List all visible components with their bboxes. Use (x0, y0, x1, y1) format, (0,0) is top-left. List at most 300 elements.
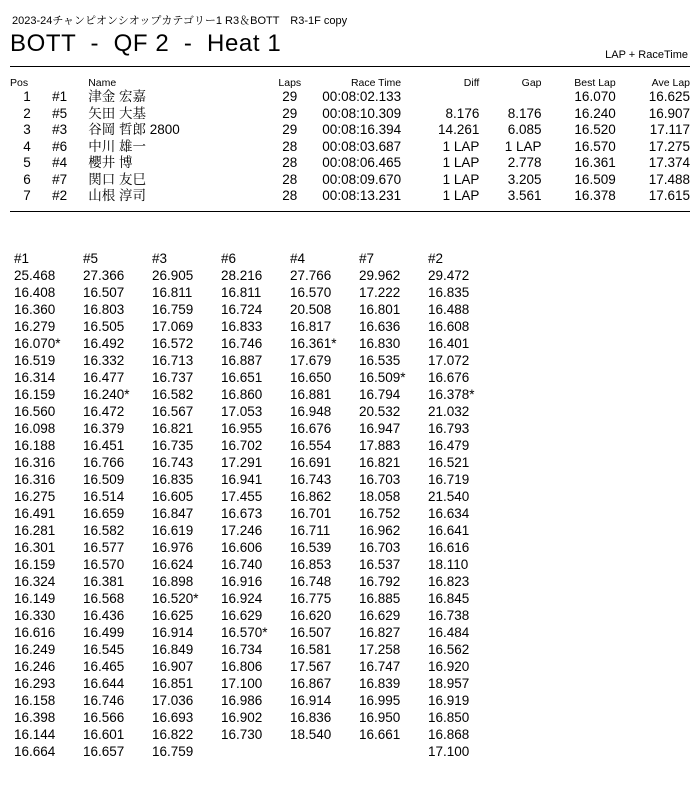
lap-time: 17.455 (221, 489, 263, 504)
header-name: Name (88, 76, 117, 89)
lap-time: 29.962 (359, 268, 401, 283)
lap-time: 16.792 (359, 574, 401, 589)
table-row (10, 188, 690, 205)
lap-time: 16.465 (83, 659, 125, 674)
result-gap: 3.561 (507, 188, 542, 204)
lap-time: 16.275 (14, 489, 56, 504)
lap-time: 16.545 (83, 642, 125, 657)
lap-column-header: #1 (14, 251, 30, 266)
result-best-lap: 16.240 (574, 105, 616, 121)
result-gap: 3.205 (507, 171, 542, 187)
lap-time: 16.868 (428, 727, 470, 742)
result-gap: 6.085 (507, 122, 542, 138)
results-header-row (10, 76, 690, 89)
result-diff: 8.176 (445, 105, 480, 121)
lap-column-header: #6 (221, 251, 237, 266)
lap-time: 16.986 (221, 693, 263, 708)
lap-time: 16.914 (152, 625, 194, 640)
result-laps: 29 (282, 89, 298, 105)
lap-time: 16.898 (152, 574, 194, 589)
lap-time: 16.948 (290, 404, 332, 419)
lap-time: 16.845 (428, 591, 470, 606)
table-row (10, 172, 690, 189)
lap-time: 16.713 (152, 353, 194, 368)
result-gap: 8.176 (507, 105, 542, 121)
result-diff: 1 LAP (442, 155, 480, 171)
result-diff: 14.261 (438, 122, 480, 138)
lap-time: 16.822 (152, 727, 194, 742)
lap-time: 16.324 (14, 574, 56, 589)
lap-time: 17.679 (290, 353, 332, 368)
result-ave-lap: 17.615 (648, 188, 690, 204)
lap-time: 16.867 (290, 676, 332, 691)
lap-time: 16.850 (428, 710, 470, 725)
lap-column-header: #7 (359, 251, 375, 266)
lap-time: 16.735 (152, 438, 194, 453)
lap-time: 17.222 (359, 285, 401, 300)
table-row (10, 155, 690, 172)
lap-time: 16.817 (290, 319, 332, 334)
lap-time: 16.507 (290, 625, 332, 640)
lap-time: 16.316 (14, 455, 56, 470)
lap-time: 16.644 (83, 676, 125, 691)
result-ave-lap: 16.907 (648, 105, 690, 121)
lap-column (428, 250, 498, 760)
lap-time: 16.746 (221, 336, 263, 351)
lap-time: 16.360 (14, 302, 56, 317)
result-race-time: 00:08:06.465 (322, 155, 402, 171)
result-name: 山根 淳司 (88, 188, 146, 204)
lap-time: 16.847 (152, 506, 194, 521)
lap-time: 25.468 (14, 268, 56, 283)
result-best-lap: 16.361 (574, 155, 616, 171)
lap-time: 16.361* (290, 336, 337, 351)
result-ave-lap: 17.488 (648, 171, 690, 187)
lap-column (83, 250, 153, 760)
result-laps: 28 (282, 171, 298, 187)
lap-time: 16.608 (428, 319, 470, 334)
lap-column (14, 250, 84, 760)
lap-time: 16.711 (290, 523, 331, 538)
lap-time: 16.507 (83, 285, 125, 300)
table-row (10, 89, 690, 106)
lap-time: 16.775 (290, 591, 332, 606)
lap-time: 18.540 (290, 727, 332, 742)
lap-time: 16.581 (290, 642, 332, 657)
lap-time: 16.634 (428, 506, 470, 521)
lap-time: 16.566 (83, 710, 125, 725)
result-ave-lap: 16.625 (648, 89, 690, 105)
lap-time: 16.436 (83, 608, 125, 623)
lap-time: 16.703 (359, 472, 401, 487)
lap-time: 16.332 (83, 353, 125, 368)
lap-time: 16.976 (152, 540, 194, 555)
result-name: 矢田 大基 (88, 105, 146, 121)
result-diff: 1 LAP (442, 188, 480, 204)
lap-time: 16.659 (83, 506, 125, 521)
result-race-time: 00:08:03.687 (322, 138, 402, 154)
result-diff: 1 LAP (442, 171, 480, 187)
lap-time: 16.539 (290, 540, 332, 555)
lap-time: 16.836 (290, 710, 332, 725)
result-gap (479, 89, 541, 106)
lap-time: 16.293 (14, 676, 56, 691)
table-row (10, 106, 690, 123)
result-race-time: 00:08:16.394 (322, 122, 402, 138)
result-name: 中川 雄一 (88, 138, 146, 154)
lap-time: 16.144 (14, 727, 56, 742)
lap-time: 16.794 (359, 387, 401, 402)
lap-time: 16.839 (359, 676, 401, 691)
lap-time: 16.572 (152, 336, 194, 351)
lap-time: 26.905 (152, 268, 194, 283)
result-number: #4 (52, 155, 68, 171)
lap-time: 16.629 (221, 608, 263, 623)
lap-time: 16.098 (14, 421, 56, 436)
lap-time: 16.605 (152, 489, 194, 504)
lap-time: 17.100 (428, 744, 470, 759)
lap-time: 16.582 (83, 523, 125, 538)
lap-time: 16.719 (428, 472, 470, 487)
lap-time: 17.069 (152, 319, 194, 334)
result-gap: 2.778 (507, 155, 542, 171)
lap-time: 16.907 (152, 659, 194, 674)
result-name: 櫻井 博 (88, 155, 133, 171)
page-title: BOTT - QF 2 - Heat 1 (10, 30, 282, 57)
result-pos: 7 (23, 188, 31, 204)
lap-time: 16.149 (14, 591, 56, 606)
lap-time: 28.216 (221, 268, 263, 283)
event-name: 2023-24チャンピオンシオップカテゴリー1 R3＆BOTT R3-1F copy (12, 15, 348, 27)
result-diff (401, 89, 479, 106)
result-laps: 29 (282, 122, 298, 138)
result-laps: 28 (282, 138, 298, 154)
lap-time: 16.641 (428, 523, 470, 538)
lap-time: 17.246 (221, 523, 263, 538)
lap-time: 16.509* (359, 370, 406, 385)
lap-time: 16.624 (152, 557, 194, 572)
result-laps: 28 (282, 155, 298, 171)
lap-time: 16.801 (359, 302, 401, 317)
lap-time: 17.258 (359, 642, 401, 657)
lap-time: 16.570 (83, 557, 125, 572)
lap-time: 16.734 (221, 642, 263, 657)
lap-time: 16.249 (14, 642, 56, 657)
lap-time: 16.947 (359, 421, 401, 436)
lap-time: 17.567 (290, 659, 332, 674)
result-ave-lap: 17.117 (649, 122, 690, 138)
result-race-time: 00:08:10.309 (322, 105, 402, 121)
result-number: #1 (52, 89, 68, 105)
header-gap: Gap (521, 76, 542, 89)
lap-time: 16.920 (428, 659, 470, 674)
lap-time: 16.381 (83, 574, 125, 589)
results-table (10, 76, 690, 205)
lap-time: 21.540 (428, 489, 470, 504)
lap-time: 16.488 (428, 302, 470, 317)
lap-time: 16.401 (428, 336, 470, 351)
lap-time: 16.835 (152, 472, 194, 487)
lap-time: 16.314 (14, 370, 56, 385)
header-diff: Diff (463, 76, 480, 89)
result-race-time: 00:08:02.133 (322, 89, 402, 105)
lap-time: 17.072 (428, 353, 470, 368)
lap-time: 16.158 (14, 693, 56, 708)
lap-time: 16.554 (290, 438, 332, 453)
result-pos: 5 (23, 155, 31, 171)
result-name: 津金 宏嘉 (88, 89, 146, 105)
lap-time: 16.509 (83, 472, 125, 487)
lap-time: 16.740 (221, 557, 263, 572)
lap-time: 16.835 (428, 285, 470, 300)
lap-time: 16.499 (83, 625, 125, 640)
lap-time: 16.560 (14, 404, 56, 419)
lap-time: 16.950 (359, 710, 401, 725)
result-best-lap: 16.509 (574, 171, 616, 187)
lap-time: 16.701 (290, 506, 332, 521)
header-ave-lap: Ave Lap (651, 76, 690, 89)
lap-time: 16.492 (83, 336, 125, 351)
header-best-lap: Best Lap (574, 76, 616, 89)
lap-time: 16.451 (83, 438, 125, 453)
lap-time: 16.833 (221, 319, 263, 334)
lap-time: 16.746 (83, 693, 125, 708)
header-laps: Laps (278, 76, 302, 89)
header-pos: Pos (10, 76, 29, 89)
lap-time: 16.743 (290, 472, 332, 487)
result-laps: 29 (282, 105, 298, 121)
result-pos: 2 (23, 105, 31, 121)
lap-time: 16.159 (14, 557, 56, 572)
lap-time: 16.743 (152, 455, 194, 470)
lap-time: 20.508 (290, 302, 332, 317)
lap-time: 16.657 (83, 744, 125, 759)
result-number: #7 (52, 171, 68, 187)
lap-time: 16.860 (221, 387, 263, 402)
result-best-lap: 16.070 (574, 89, 616, 105)
lap-time: 17.883 (359, 438, 401, 453)
result-laps: 28 (282, 188, 298, 204)
lap-time: 16.537 (359, 557, 401, 572)
lap-time: 16.724 (221, 302, 263, 317)
result-pos: 3 (23, 122, 31, 138)
lap-time: 16.301 (14, 540, 56, 555)
lap-time: 16.491 (14, 506, 56, 521)
result-pos: 4 (23, 138, 31, 154)
lap-time: 16.484 (428, 625, 470, 640)
result-number: #6 (52, 138, 68, 154)
lap-time: 16.793 (428, 421, 470, 436)
header-number (44, 76, 88, 89)
lap-column-header: #4 (290, 251, 306, 266)
lap-time: 16.919 (428, 693, 470, 708)
lap-time: 16.616 (428, 540, 470, 555)
lap-time: 16.562 (428, 642, 470, 657)
lap-time: 21.032 (428, 404, 470, 419)
lap-column-header: #2 (428, 251, 444, 266)
lap-time: 16.673 (221, 506, 263, 521)
table-row (10, 139, 690, 156)
lap-time: 16.693 (152, 710, 194, 725)
lap-column-header: #5 (83, 251, 99, 266)
lap-time: 17.100 (221, 676, 263, 691)
result-best-lap: 16.570 (574, 138, 616, 154)
lap-time: 16.916 (221, 574, 263, 589)
lap-column (290, 250, 360, 743)
result-ave-lap: 17.275 (648, 138, 690, 154)
lap-time: 16.625 (152, 608, 194, 623)
lap-time: 16.378* (428, 387, 475, 402)
lap-time: 16.830 (359, 336, 401, 351)
lap-time: 16.567 (152, 404, 194, 419)
lap-time: 16.676 (290, 421, 332, 436)
lap-time: 16.577 (83, 540, 125, 555)
lap-time: 16.703 (359, 540, 401, 555)
lap-time: 16.849 (152, 642, 194, 657)
table-top-rule (10, 66, 690, 67)
lap-time: 16.821 (152, 421, 194, 436)
lap-time: 16.823 (428, 574, 470, 589)
lap-time: 16.738 (428, 608, 470, 623)
result-race-time: 00:08:13.231 (322, 188, 402, 204)
lap-time: 16.620 (290, 608, 332, 623)
lap-time: 16.570 (290, 285, 332, 300)
result-race-time: 00:08:09.670 (322, 171, 402, 187)
lap-time: 16.827 (359, 625, 401, 640)
lap-column (221, 250, 291, 743)
lap-time: 16.570* (221, 625, 268, 640)
lap-time: 16.811 (221, 285, 262, 300)
lap-time: 16.924 (221, 591, 263, 606)
lap-time: 16.629 (359, 608, 401, 623)
lap-time: 18.110 (428, 557, 469, 572)
lap-time: 16.651 (221, 370, 263, 385)
lap-time: 16.070* (14, 336, 61, 351)
lap-time: 16.676 (428, 370, 470, 385)
lap-time: 17.053 (221, 404, 263, 419)
lap-time: 16.514 (83, 489, 125, 504)
lap-time: 16.316 (14, 472, 56, 487)
lap-time: 16.881 (290, 387, 332, 402)
result-number: #2 (52, 188, 68, 204)
lap-time: 16.521 (428, 455, 470, 470)
lap-time: 16.691 (290, 455, 332, 470)
lap-time: 16.702 (221, 438, 263, 453)
lap-time: 16.240* (83, 387, 130, 402)
lap-time: 16.619 (152, 523, 194, 538)
lap-time: 16.606 (221, 540, 263, 555)
lap-time: 16.636 (359, 319, 401, 334)
result-ave-lap: 17.374 (648, 155, 690, 171)
lap-time: 27.366 (83, 268, 125, 283)
lap-column-header: #3 (152, 251, 168, 266)
lap-time: 16.737 (152, 370, 194, 385)
lap-time: 16.759 (152, 744, 194, 759)
lap-column (359, 250, 429, 743)
lap-time: 16.664 (14, 744, 56, 759)
lap-time: 16.519 (14, 353, 56, 368)
lap-time: 16.650 (290, 370, 332, 385)
result-best-lap: 16.520 (574, 122, 616, 138)
lap-time: 16.851 (152, 676, 194, 691)
lap-time: 16.601 (83, 727, 125, 742)
lap-time: 16.279 (14, 319, 56, 334)
lap-time: 16.766 (83, 455, 125, 470)
result-best-lap: 16.378 (574, 188, 616, 204)
lap-time: 16.914 (290, 693, 332, 708)
result-name: 谷岡 哲郎 2800 (88, 122, 180, 138)
lap-column (152, 250, 222, 760)
table-bottom-rule (10, 211, 690, 212)
result-pos: 1 (23, 89, 31, 105)
lap-time: 17.291 (221, 455, 263, 470)
lap-time: 16.281 (14, 523, 56, 538)
lap-time: 16.752 (359, 506, 401, 521)
lap-time: 29.472 (428, 268, 470, 283)
result-number: #3 (52, 122, 68, 138)
lap-time: 16.748 (290, 574, 332, 589)
lap-time: 16.962 (359, 523, 401, 538)
lap-time: 16.862 (290, 489, 332, 504)
lap-time: 27.766 (290, 268, 332, 283)
table-row (10, 122, 690, 139)
result-diff: 1 LAP (442, 138, 480, 154)
lap-time: 16.885 (359, 591, 401, 606)
lap-time: 16.330 (14, 608, 56, 623)
lap-time: 16.821 (359, 455, 401, 470)
result-number: #5 (52, 105, 68, 121)
result-name: 関口 友巳 (88, 171, 146, 187)
lap-time: 16.661 (359, 727, 401, 742)
report-subtitle: LAP + RaceTime (605, 49, 688, 61)
lap-time: 16.379 (83, 421, 125, 436)
lap-time: 16.479 (428, 438, 470, 453)
lap-time: 17.036 (152, 693, 194, 708)
lap-time: 16.806 (221, 659, 263, 674)
lap-time: 16.520* (152, 591, 199, 606)
lap-time: 16.188 (14, 438, 56, 453)
lap-time: 16.853 (290, 557, 332, 572)
lap-time: 16.505 (83, 319, 125, 334)
header-race-time: Race Time (350, 76, 402, 89)
result-pos: 6 (23, 171, 31, 187)
lap-time: 16.535 (359, 353, 401, 368)
lap-time: 16.398 (14, 710, 56, 725)
lap-time: 16.568 (83, 591, 125, 606)
lap-time: 16.472 (83, 404, 125, 419)
lap-time: 18.957 (428, 676, 470, 691)
lap-time: 16.941 (221, 472, 263, 487)
lap-time: 16.759 (152, 302, 194, 317)
lap-time: 16.477 (83, 370, 125, 385)
lap-time: 16.803 (83, 302, 125, 317)
lap-time: 16.159 (14, 387, 56, 402)
lap-time: 16.616 (14, 625, 56, 640)
lap-time: 16.887 (221, 353, 263, 368)
lap-time: 16.730 (221, 727, 263, 742)
lap-time: 16.811 (152, 285, 193, 300)
result-gap: 1 LAP (504, 138, 542, 154)
lap-time: 16.747 (359, 659, 401, 674)
results-body (10, 89, 690, 205)
lap-time: 16.995 (359, 693, 401, 708)
lap-time: 16.582 (152, 387, 194, 402)
lap-time: 20.532 (359, 404, 401, 419)
lap-time: 16.246 (14, 659, 56, 674)
lap-time: 16.408 (14, 285, 56, 300)
lap-time: 16.955 (221, 421, 263, 436)
lap-time: 18.058 (359, 489, 401, 504)
